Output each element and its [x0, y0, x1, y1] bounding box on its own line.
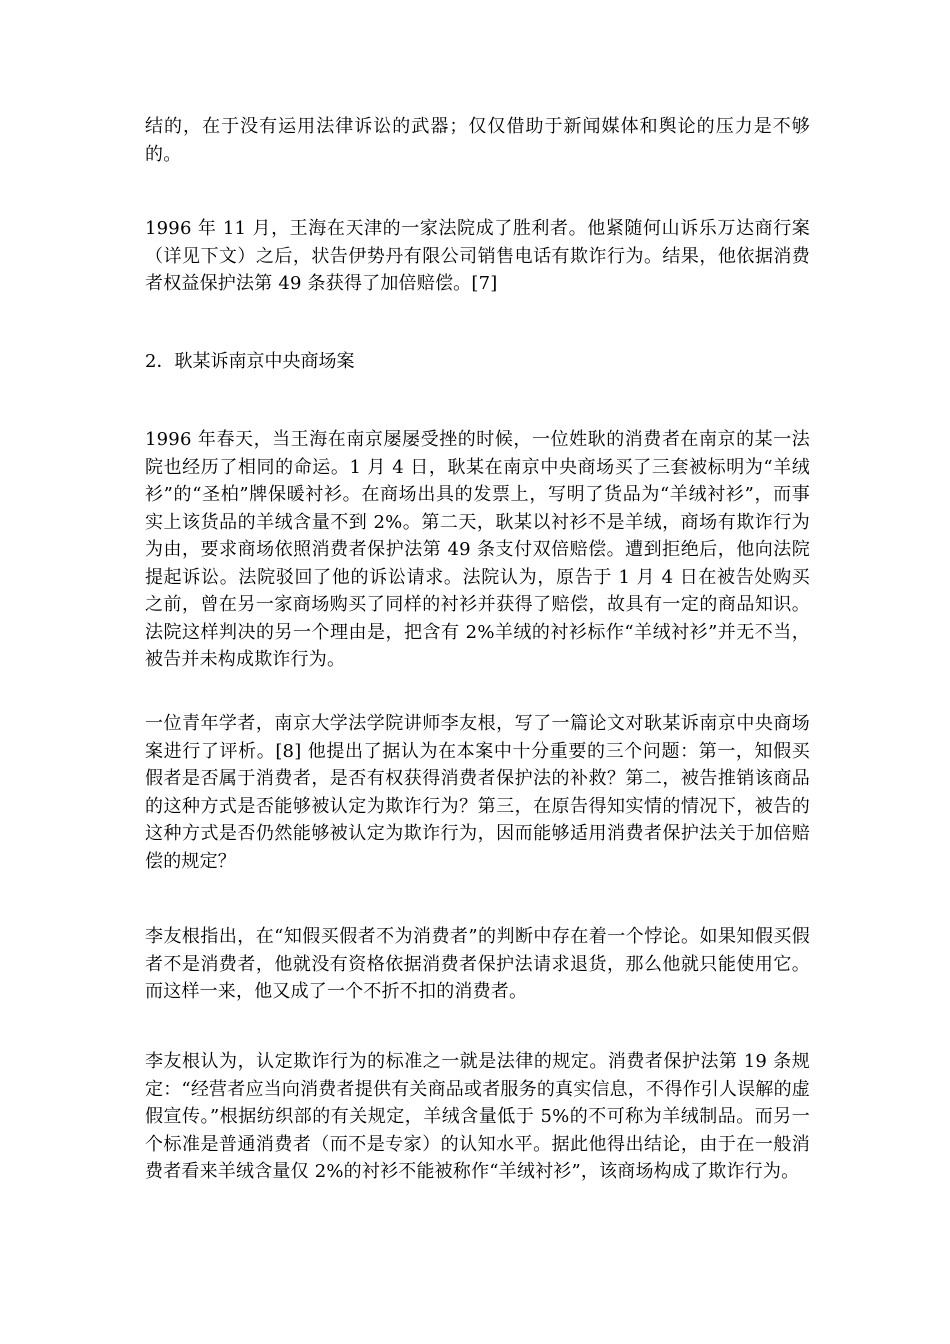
paragraph-paradox: 李友根指出，在“知假买假者不为消费者”的判断中存在着一个悖论。如果知假买假者不是消费者，他就没有资格依据消费者保护法请求退货，那么他就只能使用它。而这样一来，他又成了一个不折不扣的消费者。 [145, 926, 810, 1002]
section-heading: 2．耿某诉南京中央商场案 [145, 351, 355, 372]
paragraph-li-yougen-analysis: 一位青年学者，南京大学法学院讲师李友根，写了一篇论文对耿某诉南京中央商场案进行了评析。[8] 他提出了据认为在本案中十分重要的三个问题：第一，知假买假者是否属于消费者，是否有权获得消费者保护法的补救？第二，被告推销该商品的这种方式是否能够被认定为欺诈行为？第三，在原告得知实情的情况下，被告的这种方式是否仍然能够被认定为欺诈行为，因而能够适用消费者保护法关于加倍赔偿的规定？ [145, 713, 810, 872]
paragraph-continuation: 结的，在于没有运用法律诉讼的武器；仅仅借助于新闻媒体和舆论的压力是不够的。 [145, 116, 810, 165]
paragraph-wang-hai-tianjin: 1996 年 11 月，王海在天津的一家法院成了胜利者。他紧随何山诉乐万达商行案（详见下文）之后，状告伊势丹有限公司销售电话有欺诈行为。结果，他依据消费者权益保护法第 49 条获得了加倍赔偿。[7] [145, 218, 810, 294]
paragraph-geng-case: 1996 年春天，当王海在南京屡屡受挫的时候，一位姓耿的消费者在南京的某一法院也经历了相同的命运。1 月 4 日，耿某在南京中央商场买了三套被标明为“羊绒衫”的“圣柏”牌保暖衬衫。在商场出具的发票上，写明了货品为“羊绒衬衫”，而事实上该货品的羊绒含量不到 2%。第二天，耿某以衬衫不是羊绒，商场有欺诈行为为由，要求商场依照消费者保护法第 49 条支付双倍赔偿。遭到拒绝后，他向法院提起诉讼。法院驳回了他的诉讼请求。法院认为，原告于 1 月 4 日在被告处购买之前，曾在另一家商场购买了同样的衬衫并获得了赔偿，故具有一定的商品知识。法院这样判决的另一个理由是，把含有 2%羊绒的衬衫标作“羊绒衬衫”并无不当，被告并未构成欺诈行为。 [145, 429, 810, 670]
paragraph-fraud-standard: 李友根认为，认定欺诈行为的标准之一就是法律的规定。消费者保护法第 19 条规定：“经营者应当向消费者提供有关商品或者服务的真实信息，不得作引人误解的虚假宣传。”根据纺织部的有关规定，羊绒含量低于 5%的不可称为羊绒制品。而另一个标准是普通消费者（而不是专家）的认知水平。据此他得出结论，由于在一般消费者看来羊绒含量仅 2%的衬衫不能被称作“羊绒衬衫”，该商场构成了欺诈行为。 [145, 1051, 810, 1182]
